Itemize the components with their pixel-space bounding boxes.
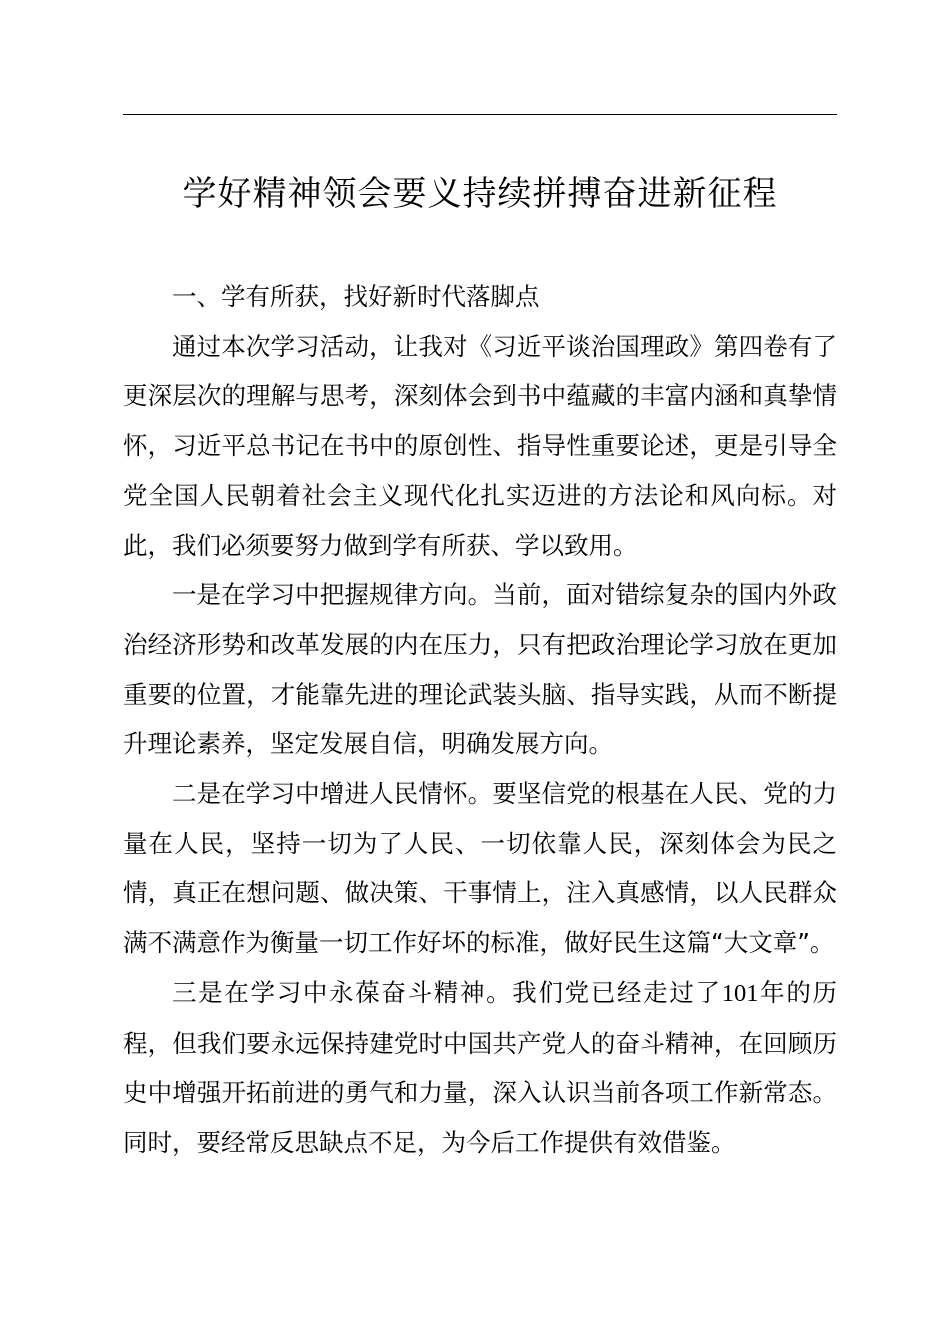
document-title: 学好精神领会要义持续拼搏奋进新征程 <box>182 174 778 214</box>
document-body <box>123 272 837 1168</box>
paragraph-point-one: 一是在学习中把握规律方向。当前，面对错综复杂的国内外政治经济形势和改革发展的内在压力，只有把政治理论学习放在更加重要的位置，才能靠先进的理论武装头脑、指导实践，从而不断提升理论素养，坚定发展自信，明确发展方向。 <box>123 580 837 759</box>
section-heading: 一、学有所获，找好新时代落脚点 <box>172 282 540 311</box>
paragraph-intro: 通过本次学习活动，让我对《习近平谈治国理政》第四卷有了更深层次的理解与思考，深刻体会到书中蕴藏的丰富内涵和真挚情怀，习近平总书记在书中的原创性、指导性重要论述，更是引导全党全国人民朝着社会主义现代化扎实迈进的方法论和风向标。对此，我们必须要努力做到学有所获、学以致用。 <box>123 331 837 560</box>
paragraph-point-three-part-1: 三是在学习中永葆奋斗精神。我们党已经走过了 <box>172 977 722 1007</box>
paragraph-point-three-part-2: 年的历程，但我们要永远保持建党时中国共产党人的奋斗精神，在回顾历史中增强开拓前进的勇气和力量，深入认识当前各项工作新常态。同时，要经常反思缺点不足，为今后工作提供有效借鉴。 <box>123 977 837 1157</box>
years-number: 101 <box>721 979 759 1007</box>
paragraph-point-two: 二是在学习中增进人民情怀。要坚信党的根基在人民、党的力量在人民，坚持一切为了人民、一切依靠人民，深刻体会为民之情，真正在想问题、做决策、干事情上，注入真感情，以人民群众满不满意作为衡量一切工作好坏的标准，做好民生这篇“大文章”。 <box>123 779 837 958</box>
paragraph-point-three <box>123 968 837 1168</box>
header-rule <box>123 114 837 115</box>
